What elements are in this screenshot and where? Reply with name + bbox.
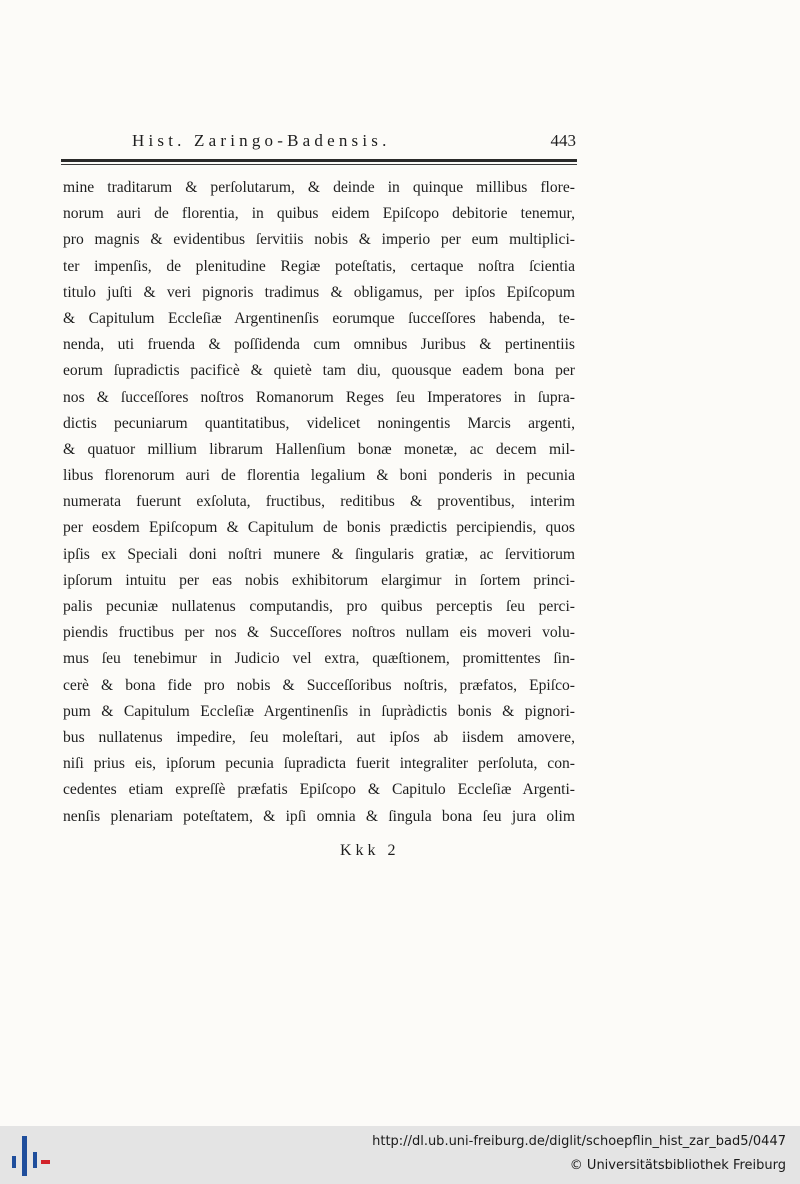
text-line: cedentes etiam expreſſè præfatis Epiſcopo & Capitulo Eccleſiæ Argenti- <box>63 781 575 799</box>
text-line: mus ſeu tenebimur in Judicio vel extra, quæſtionem, promittentes ſin- <box>63 650 575 668</box>
text-line: mine traditarum & perſolutarum, & deinde in quinque millibus flore- <box>63 179 575 196</box>
body-text <box>63 175 575 830</box>
text-line: & quatuor millium librarum Hallenſium bonæ monetæ, ac decem mil- <box>63 440 575 458</box>
footer-bar <box>0 1126 800 1184</box>
logo-bar-right <box>33 1152 37 1168</box>
text-line: ter impenſis, de plenitudine Regiæ poteſtatis, certaque noſtra ſcientia <box>63 257 575 275</box>
signature-mark: Kkk 2 <box>340 842 400 859</box>
header-rule-thin <box>61 164 577 165</box>
text-line: bus nullatenus impedire, ſeu moleſtari, aut ipſos ab iisdem amovere, <box>63 728 575 746</box>
logo-bar-left <box>12 1156 16 1168</box>
text-line: & Capitulum Eccleſiæ Argentinenſis eorumque ſucceſſores habenda, te- <box>63 309 575 327</box>
text-line: niſi prius eis, ipſorum pecunia ſupradicta fuerit integraliter perſoluta, con- <box>63 755 575 773</box>
text-line: nenda, uti fruenda & poſſidenda cum omnibus Juribus & pertinentiis <box>63 336 575 354</box>
text-line: libus florenorum auri de florentia legalium & boni ponderis in pecunia <box>63 467 575 485</box>
footer-url-link[interactable]: http://dl.ub.uni-freiburg.de/diglit/schoepflin_hist_zar_bad5/0447 <box>372 1134 786 1149</box>
text-line: norum auri de florentia, in quibus eidem Epiſcopo debitorie tenemur, <box>63 205 575 223</box>
text-line: ipſorum intuitu per eas nobis exhibitorum elargimur in ſortem princi- <box>63 571 575 589</box>
text-line: numerata fuerunt exſoluta, fructibus, reditibus & proventibus, interim <box>63 493 575 511</box>
logo-bar-center <box>22 1136 27 1176</box>
header-rule-thick <box>61 159 577 162</box>
text-line: nos & ſucceſſores noſtros Romanorum Reges ſeu Imperatores in ſupra- <box>63 388 575 406</box>
page-number: 443 <box>550 131 576 150</box>
running-head <box>132 131 576 155</box>
text-line: piendis fructibus per nos & Succeſſores noſtros nullam eis moveri volu- <box>63 624 575 642</box>
text-line: cerè & bona fide pro nobis & Succeſſoribus noſtris, præfatos, Epiſco- <box>63 676 575 694</box>
text-line: eorum ſupradictis pacificè & quietè tam diu, quousque eadem bona per <box>63 362 575 380</box>
text-line: pro magnis & evidentibus ſervitiis nobis & imperio per eum multiplici- <box>63 231 575 249</box>
text-line: nenſis plenariam poteſtatem, & ipſi omnia & ſingula bona ſeu jura olim <box>63 807 575 825</box>
text-line: palis pecuniæ nullatenus computandis, pro quibus perceptis ſeu perci- <box>63 598 575 615</box>
text-line: pum & Capitulum Eccleſiæ Argentinenſis in ſupràdictis bonis & pignori- <box>63 702 575 720</box>
footer-copyright: © Universitätsbibliothek Freiburg <box>569 1158 786 1173</box>
running-title: Hist. Zaringo-Badensis. <box>132 131 391 150</box>
logo-dash-red <box>41 1160 50 1164</box>
text-line: titulo juſti & veri pignoris tradimus & obligamus, per ipſos Epiſcopum <box>63 283 575 301</box>
text-line: ipſis ex Speciali doni noſtri munere & ſingularis gratiæ, ac ſervitiorum <box>63 545 575 563</box>
text-line: dictis pecuniarum quantitatibus, videlicet noningentis Marcis argenti, <box>63 414 575 432</box>
text-line: per eosdem Epiſcopum & Capitulum de bonis prædictis percipiendis, quos <box>63 519 575 537</box>
ub-freiburg-logo-icon[interactable] <box>10 1134 52 1178</box>
